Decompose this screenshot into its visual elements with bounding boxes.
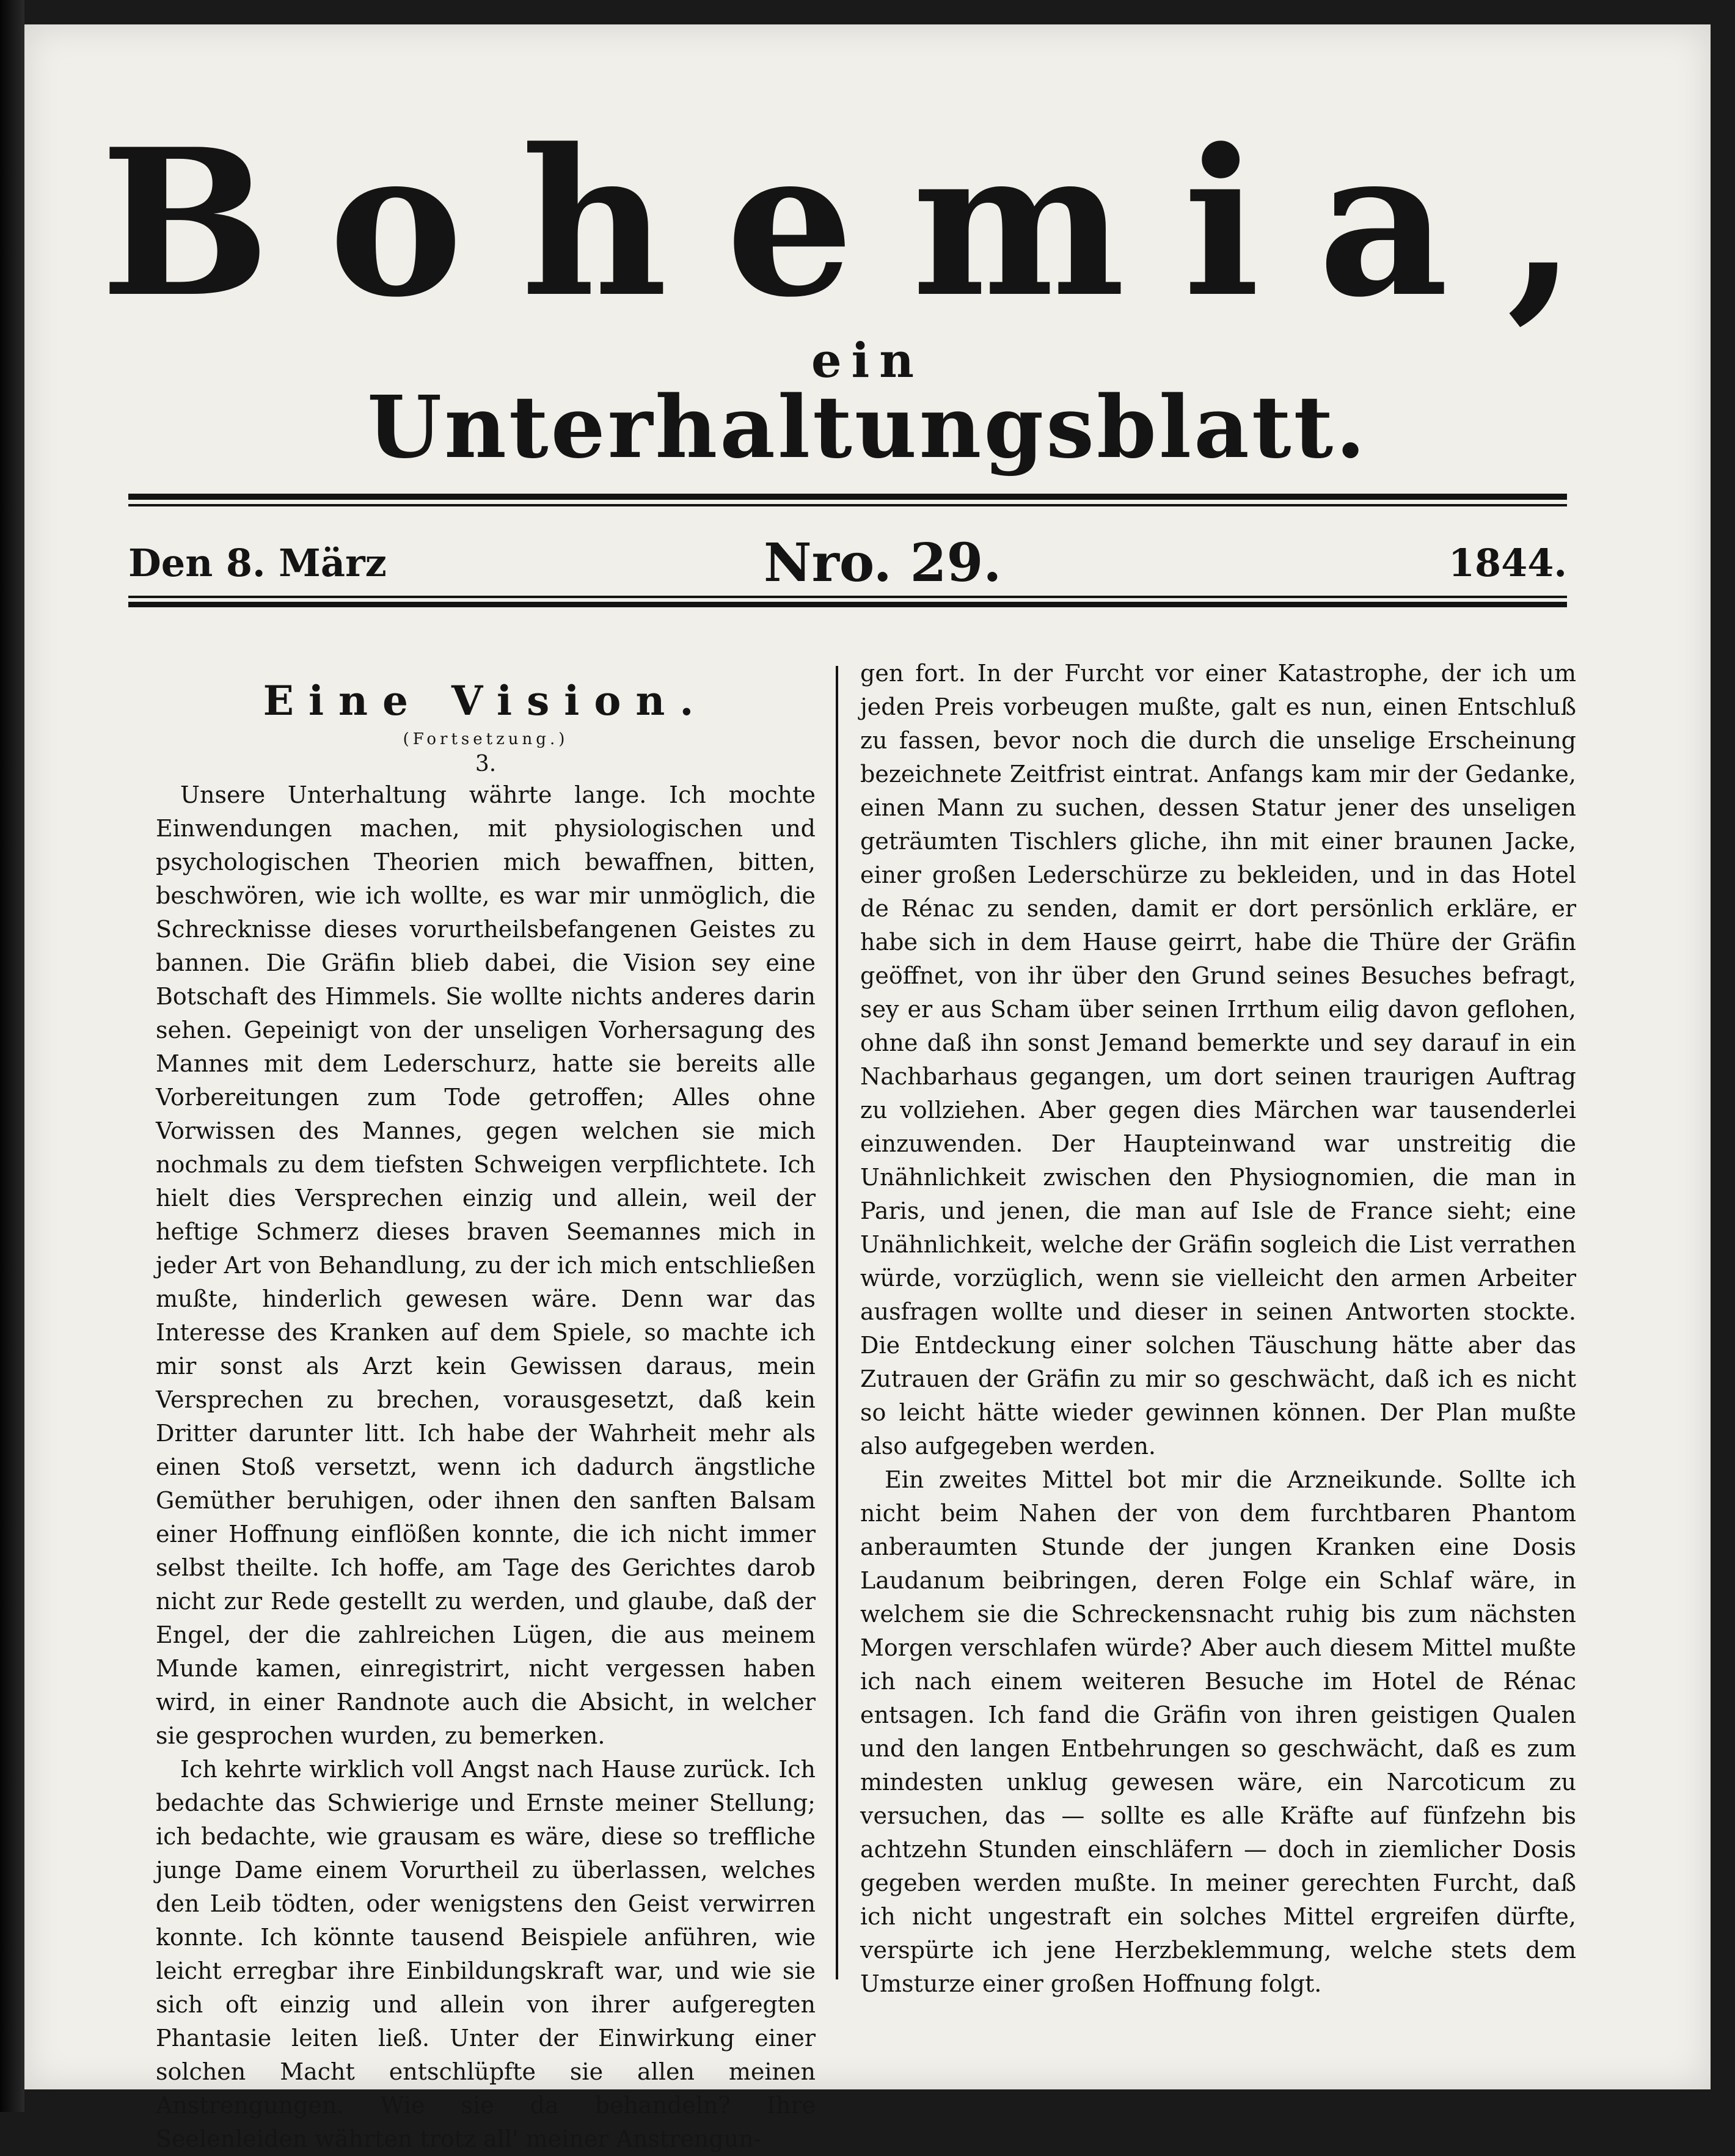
article-part-number: 3. [475, 751, 497, 777]
rule-top-thin [128, 504, 1567, 506]
paragraph: Ich kehrte wirklich voll Angst nach Hause zurück. Ich bedachte das Schwierige und Ernste meiner Stellung; ich bedachte, wie grausam es wäre, diese so treffliche junge Dame einem Vorurtheil zu überlassen, welches den Leib tödten, oder wenigstens den Geist verwirren konnte. Ich könnte tausend Beispiele anführen, wie leicht erregbar ihre Einbildungskraft war, und wie sie sich oft einzig und allein von ihrer aufgeregten Phantasie leiten ließ. Unter der Einwirkung einer solchen Macht entschlüpfte sie allen meinen Anstrengungen. Wie sie da behandeln? Ihre Seelenleiden währten trotz all' meiner Anstrengun- [156, 1756, 816, 2152]
paragraph: gen fort. In der Furcht vor einer Katastrophe, der ich um jeden Preis vorbeugen mußte, galt es nun, einen Entschluß zu fassen, bevor noch die durch die unselige Erscheinung bezeichnete Zeitfrist eintrat. Anfangs kam mir der Gedanke, einen Mann zu suchen, dessen Statur jener des unseligen geträumten Tischlers gliche, ihn mit einer braunen Jacke, einer großen Lederschürze zu bekleiden, und in das Hotel de Rénac zu senden, damit er dort persönlich erkläre, er habe sich in dem Hause geirrt, habe die Thüre der Gräfin geöffnet, von ihr über den Grund seines Besuches befragt, sey er aus Scham über seinen Irrthum eilig davon geflohen, ohne daß ihn sonst Jemand bemerkte und sey darauf in ein Nachbarhaus gegangen, um dort seinen traurigen Auftrag zu vollziehen. Aber gegen dies Märchen war tausenderlei einzuwenden. Der Haupteinwand war unstreitig die Unähnlichkeit zwischen den Physiognomien, die man in Paris, und jenen, die man auf Isle de France sieht; eine Unähnlichkeit, welche der Gräfin sogleich die List verrathen würde, vorzüglich, wenn sie vielleicht den armen Arbeiter ausfragen wollte und dieser in seinen Antworten stockte. Die Entdeckung einer solchen Täuschung hätte aber das Zutrauen der Gräfin zu mir so geschwächt, daß ich es nicht so leicht hätte wieder gewinnen können. Der Plan mußte also aufgegeben werden. [860, 660, 1576, 1460]
column-left [156, 666, 816, 2156]
dateline [128, 532, 1567, 594]
page-binding-edge [0, 0, 24, 2112]
rule-bottom-thick [128, 602, 1567, 607]
masthead-subtitle-main: Unterhaltungsblatt. [367, 378, 1368, 478]
rule-top-thick [128, 494, 1567, 500]
newspaper-page [24, 24, 1711, 2152]
rule-bottom-thin [128, 596, 1567, 598]
paragraph: Unsere Unterhaltung währte lange. Ich mochte Einwendungen machen, mit physiologischen und psychologischen Theorien mich bewaffnen, bitten, beschwören, wie ich wollte, es war mir unmöglich, die Schrecknisse dieses vorurtheilsbefangenen Geistes zu bannen. Die Gräfin blieb dabei, die Vision sey eine Botschaft des Himmels. Sie wollte nichts anderes darin sehen. Gepeinigt von der unseligen Vorhersagung des Mannes mit dem Lederschurz, hatte sie bereits alle Vorbereitungen zum Tode getroffen; Alles ohne Vorwissen des Mannes, gegen welchen sie mich nochmals zu dem tiefsten Schweigen verpflichtete. Ich hielt dies Versprechen einzig und allein, weil der heftige Schmerz dieses braven Seemannes mich in jeder Art von Behandlung, zu der ich mich entschließen mußte, hinderlich gewesen wäre. Denn war das Interesse des Kranken auf dem Spiele, so machte ich mir sonst als Arzt kein Gewissen daraus, mein Versprechen zu brechen, vorausgesetzt, daß kein Dritter darunter litt. Ich habe der Wahrheit mehr als einen Stoß versetzt, wenn ich dadurch ängstliche Gemüther beruhigen, oder ihnen den sanften Balsam einer Hoffnung einflößen konnte, die ich nicht immer selbst theilte. Ich hoffe, am Tage des Gerichtes darob nicht zur Rede gestellt zu werden, und glaube, daß der Engel, der die zahlreichen Lügen, die aus meinem Munde kamen, einregistrirt, nicht vergessen haben wird, in einer Randnote auch die Absicht, in welcher sie gesprochen wurden, zu bemerken. [156, 781, 816, 1749]
issue-year: 1844. [1448, 541, 1567, 585]
issue-date: Den 8. März [128, 541, 387, 585]
issue-number: Nro. 29. [764, 532, 1002, 594]
column-right [860, 657, 1576, 2001]
paragraph: Ein zweites Mittel bot mir die Arzneikunde. Sollte ich nicht beim Nahen der von dem furchtbaren Phantom anberaumten Stunde der jungen Kranken eine Dosis Laudanum beibringen, deren Folge ein Schlaf wäre, in welchem sie die Schreckensnacht ruhig bis zum nächsten Morgen verschlafen würde? Aber auch diesem Mittel mußte ich nach einem weiteren Besuche im Hotel de Rénac entsagen. Ich fand die Gräfin von ihren geistigen Qualen und den langen Entbehrungen so geschwächt, daß es zum mindesten unklug gewesen wäre, ein Narcoticum zu versuchen, das — sollte es alle Kräfte auf fünfzehn bis achtzehn Stunden einschläfern — doch in ziemlicher Dosis gegeben werden mußte. In meiner gerechten Furcht, daß ich nicht ungestraft ein solches Mittel ergreifen dürfte, verspürte ich jene Herzbeklemmung, welche stets dem Umsturze einer großen Hoffnung folgt. [860, 1466, 1576, 1997]
article-title: Eine Vision. [263, 677, 709, 725]
masthead-title: Bohemia, [100, 104, 1635, 342]
masthead-subtitle: ein [811, 333, 924, 389]
column-divider [836, 666, 838, 1979]
article-subtitle: (Fortsetzung.) [403, 730, 569, 748]
